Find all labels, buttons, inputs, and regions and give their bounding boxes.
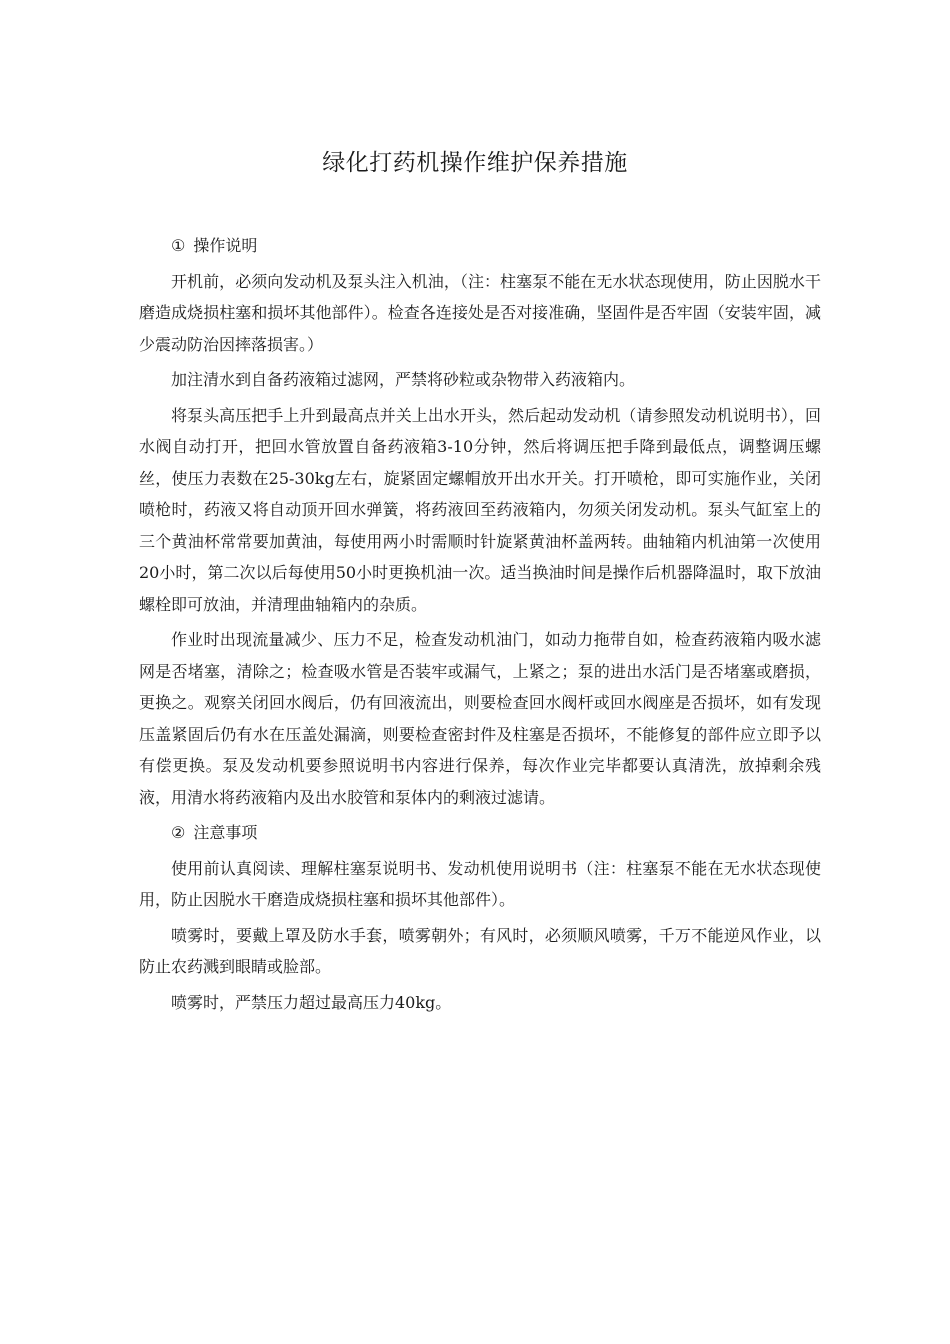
section-number: ① [171, 236, 186, 255]
document-body [139, 230, 821, 1022]
section-number: ② [171, 823, 186, 842]
document-title: 绿化打药机操作维护保养措施 [322, 150, 628, 176]
paragraph: 作业时出现流量减少、压力不足，检查发动机油门，如动力拖带自如，检查药液箱内吸水滤网是否堵塞，清除之；检查吸水管是否装牢或漏气，上紧之；泵的进出水活门是否堵塞或磨损，更换之。观察关闭回水阀后，仍有回液流出，则要检查回水阀杆或回水阀座是否损坏，如有发现压盖紧固后仍有水在压盖处漏滴，则要检查密封件及柱塞是否损坏，不能修复的部件应立即予以有偿更换。泵及发动机要参照说明书内容进行保养，每次作业完毕都要认真清洗，放掉剩余残液，用清水将药液箱内及出水胶管和泵体内的剩液过滤请。 [139, 630, 821, 807]
paragraph: 开机前，必须向发动机及泵头注入机油，（注：柱塞泵不能在无水状态现使用，防止因脱水干磨造成烧损柱塞和损坏其他部件）。检查各连接处是否对接准确，坚固件是否牢固（安装牢固，减少震动防治因摔落损害。） [139, 271, 821, 354]
paragraph: 将泵头高压把手上升到最高点并关上出水开头，然后起动发动机（请参照发动机说明书），回水阀自动打开，把回水管放置自备药液箱3-10分钟，然后将调压把手降到最低点，调整调压螺丝，使压力表数在25-30kg左右，旋紧固定螺帽放开出水开关。打开喷枪，即可实施作业，关闭喷枪时，药液又将自动顶开回水弹簧，将药液回至药液箱内，勿须关闭发动机。泵头气缸室上的三个黄油杯常常要加黄油，每使用两小时需顺时针旋紧黄油杯盖两转。曲轴箱内机油第一次使用20小时，第二次以后每使用50小时更换机油一次。适当换油时间是操作后机器降温时，取下放油螺栓即可放油，并清理曲轴箱内的杂质。 [139, 405, 821, 614]
paragraph: 使用前认真阅读、理解柱塞泵说明书、发动机使用说明书（注：柱塞泵不能在无水状态现使用，防止因脱水干磨造成烧损柱塞和损坏其他部件）。 [139, 858, 821, 909]
paragraph: 喷雾时，要戴上罩及防水手套，喷雾朝外；有风时，必须顺风喷雾，千万不能逆风作业，以防止农药溅到眼睛或脸部。 [139, 925, 821, 976]
paragraph: 喷雾时，严禁压力超过最高压力40kg。 [171, 992, 452, 1012]
paragraph: 加注清水到自备药液箱过滤网，严禁将砂粒或杂物带入药液箱内。 [171, 370, 636, 389]
section-heading-text: 注意事项 [193, 823, 258, 842]
section-heading-text: 操作说明 [193, 236, 258, 255]
section-heading-operation [139, 230, 821, 262]
section-heading-notes [139, 817, 821, 849]
